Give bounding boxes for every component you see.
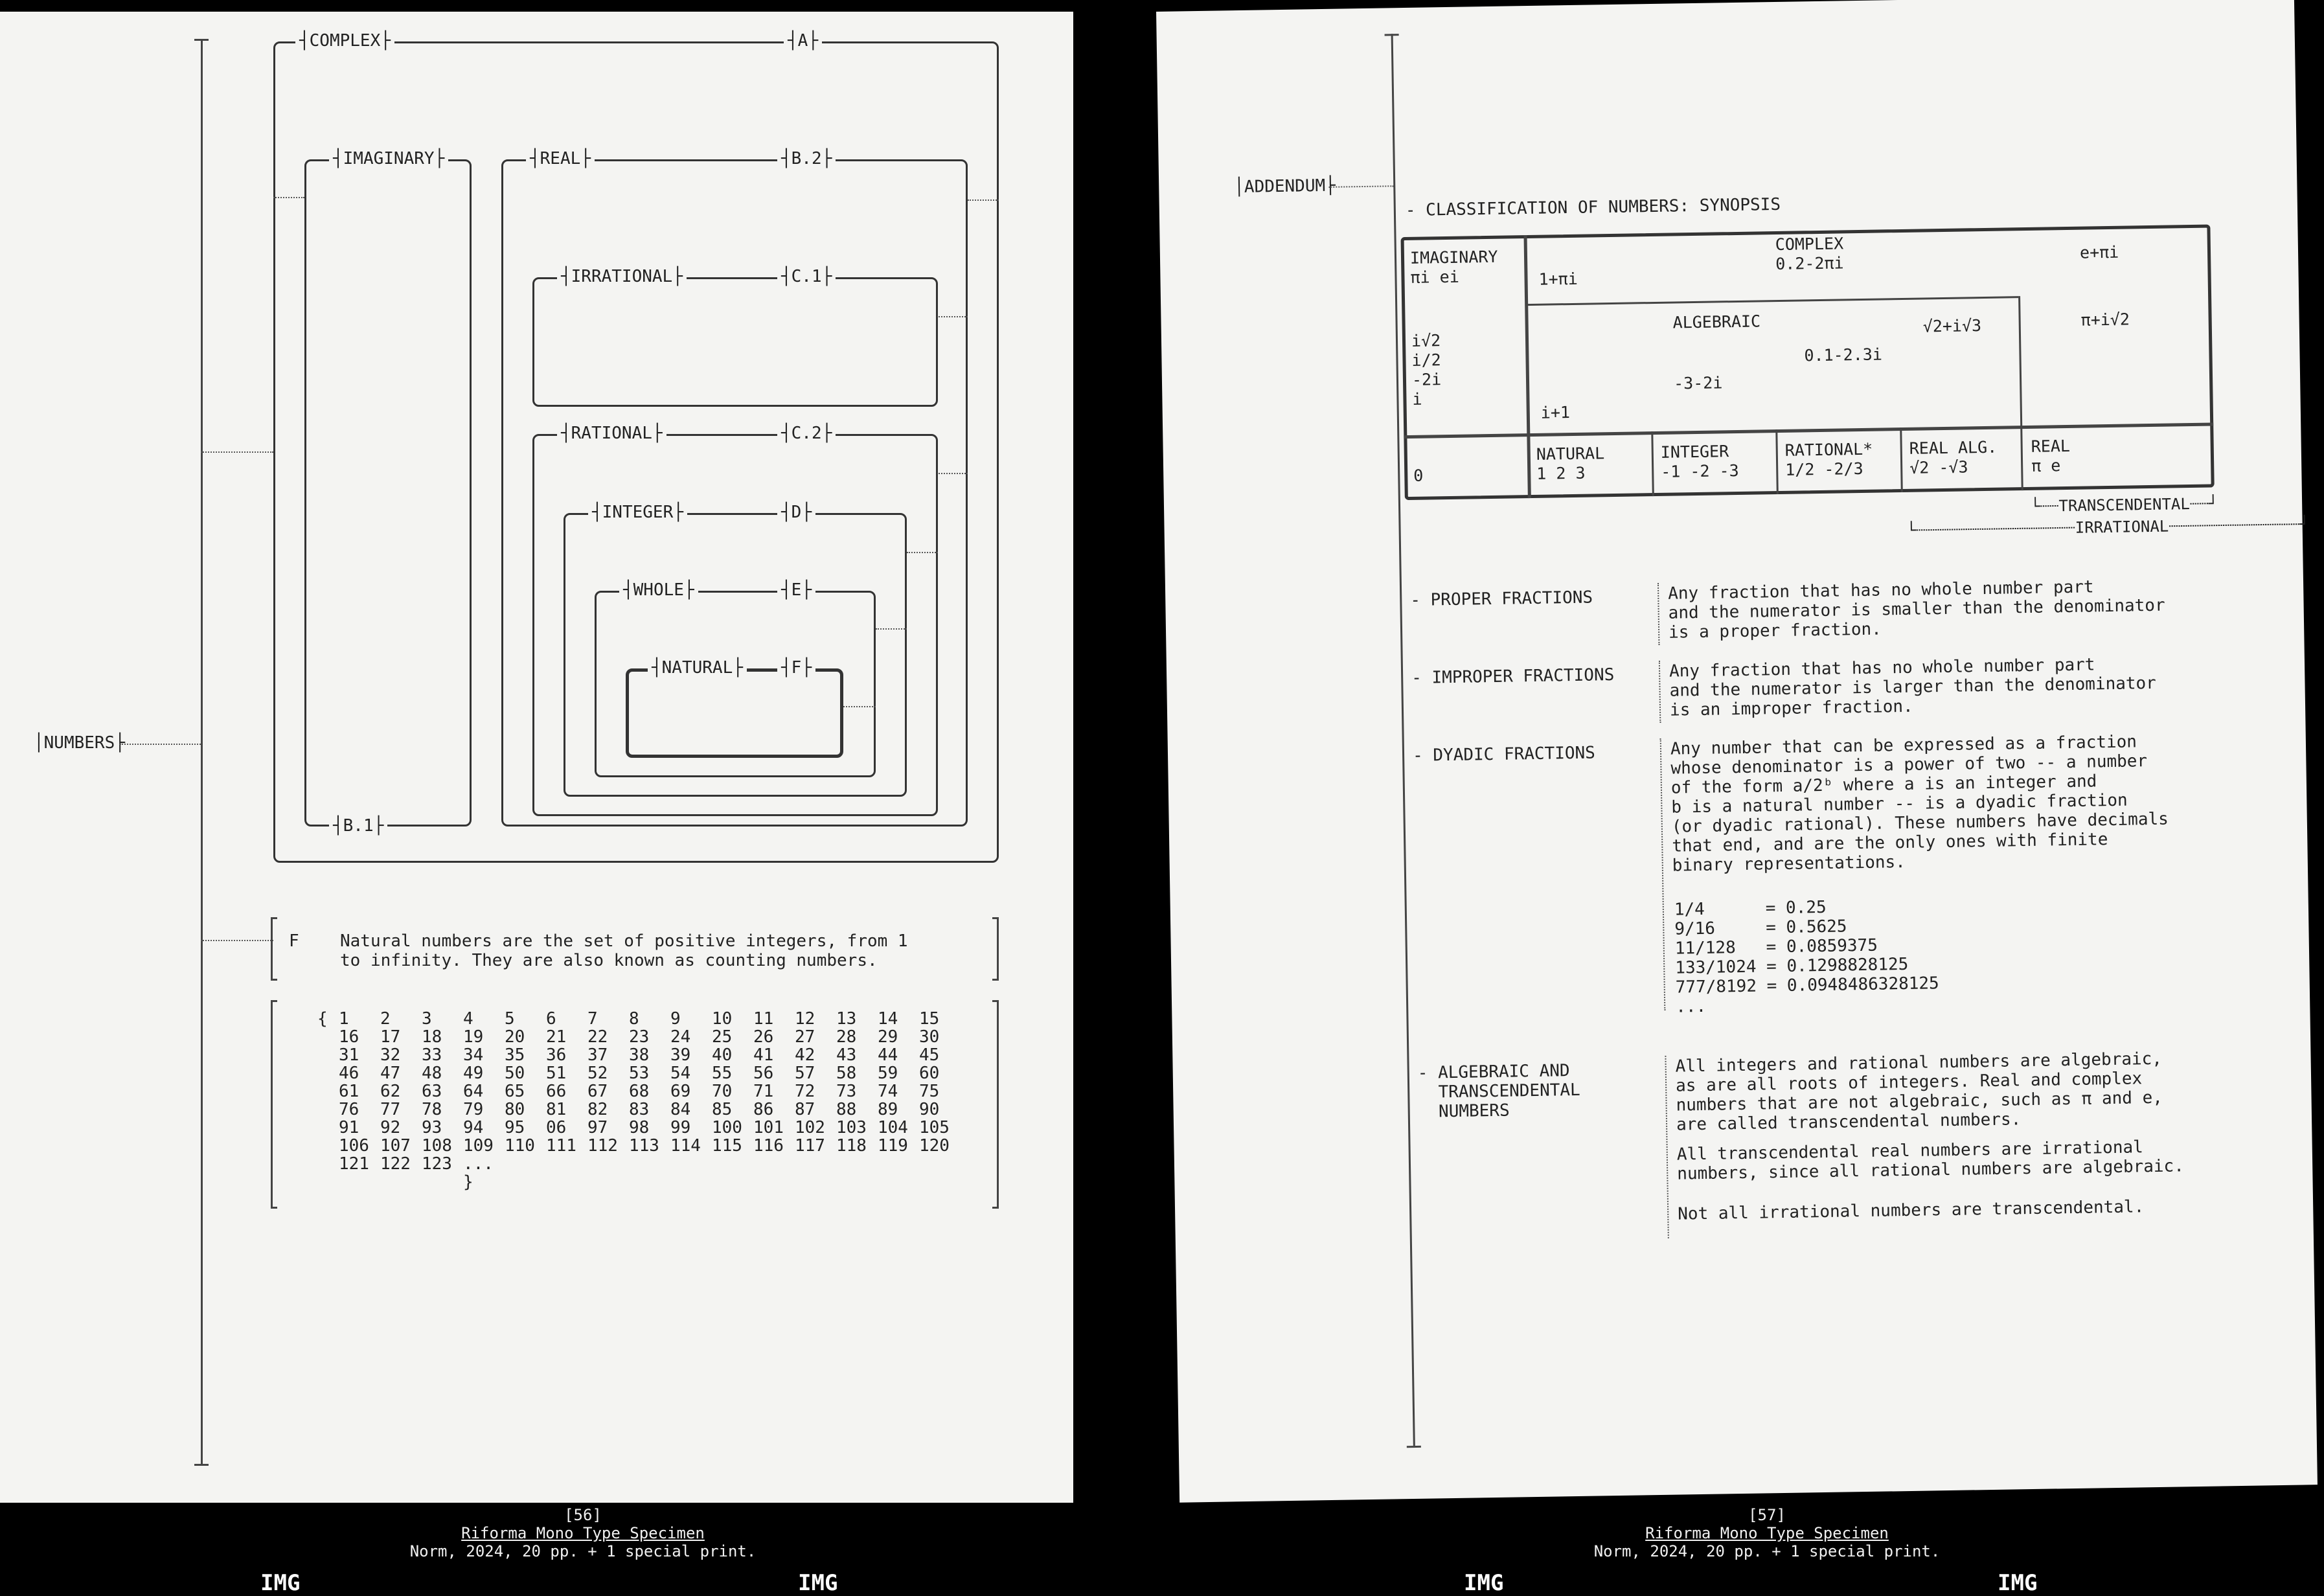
syn-natural-values: 1 2 3	[1536, 463, 1586, 483]
number-cell: 2	[380, 1009, 391, 1029]
number-cell: 25	[712, 1027, 733, 1047]
integer-label: ┤INTEGER├	[588, 503, 687, 522]
definition-bracket-left	[271, 917, 277, 981]
complex-real-connector	[968, 200, 999, 201]
section-rule-improper	[1659, 661, 1661, 723]
definition-line-2: to infinity. They are also known as counting numbers.	[340, 951, 878, 970]
number-cell: 6	[546, 1009, 556, 1029]
complex-label: ┤COMPLEX├	[295, 31, 394, 51]
number-cell: 60	[919, 1064, 940, 1083]
number-cell: 109	[463, 1136, 494, 1156]
number-cell: 70	[712, 1082, 733, 1101]
number-cell: 32	[380, 1045, 401, 1065]
right-footer-subtitle: Norm, 2024, 20 pp. + 1 special print.	[1593, 1542, 1941, 1560]
number-cell: 88	[836, 1100, 857, 1119]
number-cell: 93	[422, 1118, 442, 1137]
number-set-grid	[339, 1010, 961, 1191]
algebraic-para-3: Not all irrational numbers are transcendental.	[1678, 1197, 2145, 1224]
number-cell: 3	[422, 1009, 432, 1029]
number-cell: 105	[919, 1118, 950, 1137]
number-cell: 87	[795, 1100, 815, 1119]
number-cell: 37	[587, 1045, 608, 1065]
number-cell: 58	[836, 1064, 857, 1083]
natural-code: ┤F├	[777, 658, 815, 678]
rational-code: ┤C.2├	[777, 424, 836, 443]
number-cell: 67	[587, 1082, 608, 1101]
number-cell: 116	[753, 1136, 784, 1156]
section-term-proper: - PROPER FRACTIONS	[1410, 587, 1593, 610]
irrational-brace: └┈┈┈┈┈┈┈┈┈┈┈┈┈┈┈┈┈IRRATIONAL┈┈┈┈┈┈┈┈┈┈┈┈┈┈┘	[1906, 515, 2310, 540]
number-cell: 30	[919, 1027, 940, 1047]
number-cell: 85	[712, 1100, 733, 1119]
transcendental-brace: └┈┈TRANSCENDENTAL┈┈┘	[2030, 494, 2218, 516]
number-cell: 19	[463, 1027, 484, 1047]
number-cell: 83	[629, 1100, 650, 1119]
number-cell: 66	[546, 1082, 567, 1101]
syn-rational-values: 1/2 -2/3	[1785, 459, 1863, 479]
integer-code: ┤D├	[777, 503, 815, 522]
syn-real-title: REAL	[2031, 436, 2071, 456]
number-cell: 15	[919, 1009, 940, 1029]
number-cell: 26	[753, 1027, 774, 1047]
syn-imaginary-item: -2i	[1411, 370, 1442, 389]
complex-imag-connector	[273, 197, 304, 198]
number-cell: 69	[670, 1082, 691, 1101]
section-term-dyadic: - DYADIC FRACTIONS	[1412, 743, 1596, 766]
number-cell: 77	[380, 1100, 401, 1119]
number-cell: 61	[339, 1082, 359, 1101]
number-cell: 52	[587, 1064, 608, 1083]
number-cell: 94	[463, 1118, 484, 1137]
number-cell: 62	[380, 1082, 401, 1101]
number-cell: 46	[339, 1064, 359, 1083]
number-cell: 121	[339, 1154, 369, 1174]
number-cell: 57	[795, 1064, 815, 1083]
section-rule-dyadic	[1660, 738, 1666, 1010]
number-cell: 64	[463, 1082, 484, 1101]
irrational-code: ┤C.1├	[777, 267, 836, 286]
number-cell: 80	[505, 1100, 525, 1119]
right-axis-cap-top	[1385, 34, 1399, 36]
right-axis-cap-bottom	[1407, 1446, 1421, 1448]
number-cell: 123	[422, 1154, 452, 1174]
number-cell: 43	[836, 1045, 857, 1065]
syn-imaginary-examples: πi ei	[1410, 267, 1459, 287]
rational-label: ┤RATIONAL├	[557, 424, 666, 443]
left-footer-title[interactable]: Riforma Mono Type Specimen	[461, 1524, 705, 1542]
real-irr-connector	[937, 316, 968, 317]
number-cell: 38	[629, 1045, 650, 1065]
syn-algebraic-title: ALGEBRAIC	[1672, 312, 1761, 332]
number-cell: 92	[380, 1118, 401, 1137]
number-cell: 31	[339, 1045, 359, 1065]
syn-complex-example: 0.2-2πi	[1775, 253, 1844, 274]
number-cell: 40	[712, 1045, 733, 1065]
imaginary-box	[304, 159, 472, 826]
definition-bracket-right	[992, 917, 999, 981]
syn-complex-title: COMPLEX	[1775, 234, 1844, 255]
syn-integer-values: -1 -2 -3	[1661, 461, 1739, 481]
number-cell: 101	[753, 1118, 784, 1137]
right-page-number: [57]	[1748, 1506, 1786, 1524]
number-cell: 12	[795, 1009, 815, 1029]
syn-real-alg-values: √2 -√3	[1909, 457, 1968, 477]
number-cell: 86	[753, 1100, 774, 1119]
algebraic-para-1: All integers and rational numbers are algebraic, as are all roots of integers. Real and complex numbers that are not algebraic, such as π and e, are called transcendental numbers.	[1675, 1049, 2163, 1135]
main-axis	[201, 39, 203, 1464]
syn-real-values: π e	[2031, 456, 2061, 475]
number-cell: 81	[546, 1100, 567, 1119]
number-cell: 71	[753, 1082, 774, 1101]
number-cell: 39	[670, 1045, 691, 1065]
number-cell: 117	[795, 1136, 825, 1156]
number-cell: 10	[712, 1009, 733, 1029]
number-cell: 82	[587, 1100, 608, 1119]
definition-line-1: Natural numbers are the set of positive integers, from 1	[340, 931, 908, 951]
syn-algebraic-a: √2+i√3	[1922, 316, 1982, 336]
bottom-mark-1: IMG	[260, 1570, 301, 1596]
number-cell: 72	[795, 1082, 815, 1101]
number-cell: 102	[795, 1118, 825, 1137]
number-cell: 45	[919, 1045, 940, 1065]
addendum-connector	[1328, 185, 1393, 188]
irrational-box	[532, 277, 938, 407]
syn-real-alg-title: REAL ALG.	[1909, 437, 1998, 458]
number-cell: 4	[463, 1009, 473, 1029]
number-cell: 107	[380, 1136, 411, 1156]
number-cell: 65	[505, 1082, 525, 1101]
whole-natural-connector	[843, 706, 876, 707]
number-cell: 17	[380, 1027, 401, 1047]
number-cell: 97	[587, 1118, 608, 1137]
number-cell: 95	[505, 1118, 525, 1137]
natural-box	[626, 668, 843, 758]
section-rule-algebraic	[1665, 1056, 1669, 1238]
bottom-mark-4: IMG	[1998, 1570, 2038, 1596]
definition-code: F	[289, 931, 299, 951]
number-cell: 104	[878, 1118, 908, 1137]
number-cell: 21	[546, 1027, 567, 1047]
bottom-mark-3: IMG	[1464, 1570, 1504, 1596]
number-cell: 20	[505, 1027, 525, 1047]
number-cell: 22	[587, 1027, 608, 1047]
syn-imaginary-item: i/2	[1411, 350, 1441, 370]
axis-cap-bottom	[194, 1464, 209, 1466]
number-cell: 112	[587, 1136, 618, 1156]
syn-algebraic-b: 0.1-2.3i	[1804, 345, 1883, 365]
number-cell: 14	[878, 1009, 898, 1029]
left-page	[0, 12, 1073, 1503]
number-cell: 23	[629, 1027, 650, 1047]
section-text-dyadic: Any number that can be expressed as a fraction whose denominator is a power of two -- a number of the form a/2ᵇ where a is an integer and b is a natural number -- is a dyadic fraction (or dyadic rational). These numbers have decimals that end, and are the only ones with finite binary representations.	[1670, 732, 2169, 876]
number-cell: 108	[422, 1136, 452, 1156]
number-cell: 28	[836, 1027, 857, 1047]
number-cell: 79	[463, 1100, 484, 1119]
whole-code: ┤E├	[777, 580, 815, 600]
number-cell: 24	[670, 1027, 691, 1047]
number-cell: 9	[670, 1009, 681, 1029]
dyadic-examples: 1/4 = 0.25 9/16 = 0.5625 11/128 = 0.0859375 133/1024 = 0.1298828125 777/8192 = 0.0948486328125 ...	[1674, 897, 1939, 1017]
number-cell: 78	[422, 1100, 442, 1119]
number-cell: 33	[422, 1045, 442, 1065]
number-cell: 120	[919, 1136, 950, 1156]
number-cell: 27	[795, 1027, 815, 1047]
number-cell: ... }	[463, 1154, 494, 1192]
number-cell: 90	[919, 1100, 940, 1119]
whole-label: ┤WHOLE├	[619, 580, 698, 600]
syn-rational-title: RATIONAL*	[1784, 439, 1873, 460]
left-page-number: [56]	[564, 1506, 602, 1524]
number-cell: 54	[670, 1064, 691, 1083]
bottom-mark-2: IMG	[798, 1570, 838, 1596]
number-cell: 114	[670, 1136, 701, 1156]
number-cell: 55	[712, 1064, 733, 1083]
number-cell: 7	[587, 1009, 598, 1029]
number-cell: 56	[753, 1064, 774, 1083]
syn-complex-b: e+πi	[2079, 242, 2119, 262]
number-set-bracket-right	[992, 1000, 999, 1209]
number-cell: 103	[836, 1118, 867, 1137]
syn-zero: 0	[1413, 466, 1424, 485]
axis-connector-real	[201, 451, 273, 453]
syn-complex-c: π+i√2	[2080, 310, 2130, 330]
number-cell: 48	[422, 1064, 442, 1083]
number-set-open-brace: {	[317, 1009, 328, 1029]
addendum-label: │ADDENDUM├	[1234, 176, 1336, 198]
imaginary-label: ┤IMAGINARY├	[329, 149, 448, 168]
root-label: │NUMBERS├	[34, 733, 125, 753]
number-cell: 106	[339, 1136, 369, 1156]
left-footer-subtitle: Norm, 2024, 20 pp. + 1 special print.	[409, 1542, 757, 1560]
number-cell: 44	[878, 1045, 898, 1065]
section-text-improper: Any fraction that has no whole number part and the numerator is larger than the denominator is an improper fraction.	[1669, 655, 2157, 720]
number-cell: 111	[546, 1136, 576, 1156]
imaginary-code: ┤B.1├	[329, 816, 387, 836]
rat-int-connector	[907, 552, 938, 553]
number-cell: 115	[712, 1136, 742, 1156]
number-cell: 73	[836, 1082, 857, 1101]
number-cell: 76	[339, 1100, 359, 1119]
natural-label: ┤NATURAL├	[648, 658, 747, 678]
section-text-proper: Any fraction that has no whole number part and the numerator is smaller than the denominator is a proper fraction.	[1667, 577, 2165, 643]
section-term-algebraic: - ALGEBRAIC AND TRANSCENDENTAL NUMBERS	[1417, 1061, 1580, 1122]
int-whole-connector	[876, 628, 907, 630]
section-term-improper: - IMPROPER FRACTIONS	[1411, 665, 1615, 688]
number-cell: 16	[339, 1027, 359, 1047]
right-footer	[1534, 1506, 2000, 1560]
irrational-label: ┤IRRATIONAL├	[557, 267, 687, 286]
root-connector	[120, 744, 201, 745]
number-cell: 51	[546, 1064, 567, 1083]
number-cell: 122	[380, 1154, 411, 1174]
number-cell: 63	[422, 1082, 442, 1101]
number-cell: 113	[629, 1136, 659, 1156]
number-set-bracket-left	[271, 1000, 277, 1209]
number-cell: 100	[712, 1118, 742, 1137]
number-cell: 11	[753, 1009, 774, 1029]
number-cell: 118	[836, 1136, 867, 1156]
number-cell: 53	[629, 1064, 650, 1083]
number-cell: 47	[380, 1064, 401, 1083]
number-cell: 35	[505, 1045, 525, 1065]
number-cell: 5	[505, 1009, 515, 1029]
left-footer	[350, 1506, 816, 1560]
real-label: ┤REAL├	[526, 149, 595, 168]
syn-imaginary-item: i√2	[1411, 331, 1441, 350]
syn-algebraic-c: -3-2i	[1673, 373, 1723, 393]
number-cell: 8	[629, 1009, 639, 1029]
axis-connector-def	[201, 940, 273, 941]
synopsis-heading: - CLASSIFICATION OF NUMBERS: SYNOPSIS	[1405, 194, 1781, 220]
complex-code: ┤A├	[784, 31, 822, 51]
real-rat-connector	[937, 473, 968, 474]
syn-integer-title: INTEGER	[1660, 442, 1729, 462]
number-cell: 89	[878, 1100, 898, 1119]
number-cell: 18	[422, 1027, 442, 1047]
number-cell: 42	[795, 1045, 815, 1065]
syn-imaginary-title: IMAGINARY	[1409, 247, 1498, 268]
number-cell: 110	[505, 1136, 535, 1156]
number-cell: 84	[670, 1100, 691, 1119]
syn-complex-a: 1+πi	[1538, 269, 1578, 289]
number-cell: 34	[463, 1045, 484, 1065]
right-footer-title[interactable]: Riforma Mono Type Specimen	[1645, 1524, 1889, 1542]
syn-natural-title: NATURAL	[1536, 444, 1605, 464]
syn-algebraic-d: i+1	[1540, 403, 1571, 422]
algebraic-para-2: All transcendental real numbers are irrational numbers, since all rational numbers are algebraic.	[1676, 1137, 2185, 1184]
number-cell: 91	[339, 1118, 359, 1137]
number-cell: 36	[546, 1045, 567, 1065]
real-code: ┤B.2├	[777, 149, 836, 168]
section-rule-proper	[1658, 583, 1660, 645]
number-cell: 75	[919, 1082, 940, 1101]
axis-cap-top	[194, 39, 209, 41]
number-cell: 68	[629, 1082, 650, 1101]
number-cell: 98	[629, 1118, 650, 1137]
number-cell: 29	[878, 1027, 898, 1047]
number-cell: 119	[878, 1136, 908, 1156]
number-cell: 13	[836, 1009, 857, 1029]
right-page	[1156, 0, 2318, 1503]
syn-imaginary-item: i	[1412, 389, 1422, 409]
number-cell: 06	[546, 1118, 567, 1137]
number-cell: 49	[463, 1064, 484, 1083]
number-cell: 99	[670, 1118, 691, 1137]
number-cell: 1	[339, 1009, 349, 1029]
number-cell: 41	[753, 1045, 774, 1065]
number-cell: 74	[878, 1082, 898, 1101]
number-cell: 50	[505, 1064, 525, 1083]
number-cell: 59	[878, 1064, 898, 1083]
